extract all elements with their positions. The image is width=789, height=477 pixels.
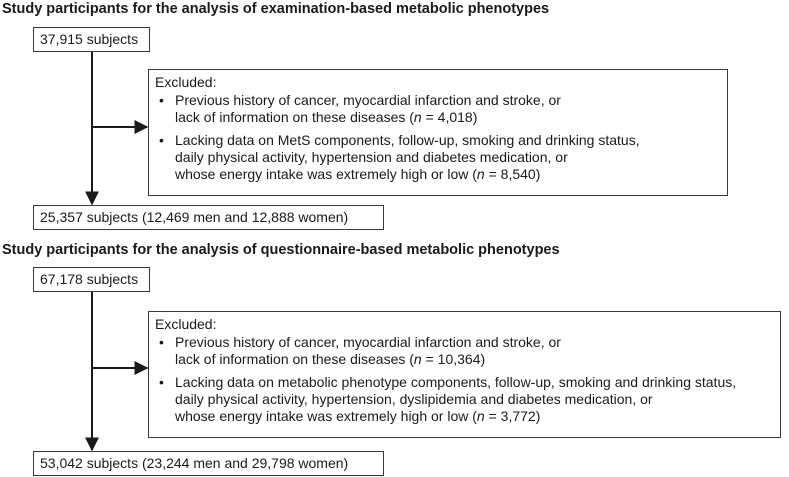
bullet-dot: • bbox=[159, 92, 164, 108]
section-2-title: Study participants for the analysis of questionnaire-based metabolic phenotypes bbox=[2, 242, 560, 258]
n-value: = 8,540) bbox=[484, 166, 541, 182]
bullet-dot: • bbox=[159, 132, 164, 148]
section-1-start-text: 37,915 subjects bbox=[40, 31, 139, 47]
section-1-title: Study participants for the analysis of examination-based metabolic phenotypes bbox=[2, 1, 550, 17]
bullet-line: Previous history of cancer, myocardial infarction and stroke, or bbox=[175, 92, 561, 108]
n-value: = 10,364) bbox=[421, 351, 486, 367]
n-symbol: n bbox=[413, 351, 422, 367]
bullet-line: Lacking data on MetS components, follow-up, smoking and drinking status, bbox=[175, 132, 640, 148]
bullet-line: Previous history of cancer, myocardial infarction and stroke, or bbox=[175, 334, 561, 350]
bullet-dot: • bbox=[159, 334, 164, 350]
section-1-excluded-header: Excluded: bbox=[155, 74, 217, 90]
n-symbol: n bbox=[476, 408, 485, 424]
bullet-line: daily physical activity, hypertension and diabetes medication, or bbox=[175, 149, 568, 165]
section-1-end-text: 25,357 subjects (12,469 men and 12,888 women) bbox=[40, 209, 349, 225]
section-2-start-text: 67,178 subjects bbox=[40, 271, 139, 287]
bullet-line-with-n: whose energy intake was extremely high or low (n = 8,540) bbox=[175, 166, 541, 182]
bullet-line-with-n: lack of information on these diseases (n = 4,018) bbox=[175, 109, 478, 125]
n-symbol: n bbox=[476, 166, 485, 182]
bullet-line-with-n: whose energy intake was extremely high or low (n = 3,772) bbox=[175, 408, 541, 424]
n-value: = 3,772) bbox=[484, 408, 541, 424]
bullet-dot: • bbox=[159, 374, 164, 390]
bullet-line: Lacking data on metabolic phenotype components, follow-up, smoking and drinking status, bbox=[175, 374, 737, 390]
n-symbol: n bbox=[413, 109, 422, 125]
bullet-line-with-n: lack of information on these diseases (n = 10,364) bbox=[175, 351, 486, 367]
bullet-line: daily physical activity, hypertension, dyslipidemia and diabetes medication, or bbox=[175, 391, 653, 407]
section-2-end-text: 53,042 subjects (23,244 men and 29,798 women) bbox=[40, 455, 349, 471]
n-value: = 4,018) bbox=[421, 109, 478, 125]
section-2-excluded-header: Excluded: bbox=[155, 316, 217, 332]
